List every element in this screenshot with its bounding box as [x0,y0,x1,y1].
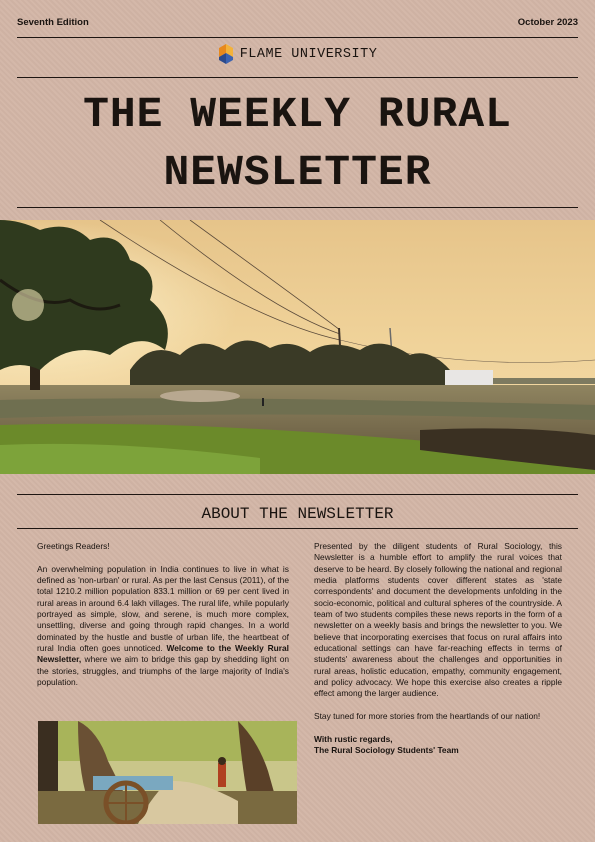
divider [17,77,578,78]
signoff-line-2: The Rural Sociology Students' Team [314,745,459,756]
about-paragraph: Presented by the diligent students of Rural Sociology, this Newsletter is a humble effort to amplify the rural voices that deserve to be heard. By closely following the national and regional media platforms students cover different states as 'state correspondents' and document the developments unfolding in the socio-economic, political and cultural spheres of the countryside. A team of two students compiles these news reports in the form of a newsletter on a weekly basis and brings the newsletter to you. We believe that incorporating exercises that focus on rural affairs into educational settings can have far-reaching effects in terms of students' awareness about the challenges and opportunities in rural areas, holistic education, empathy, community engagement, and policy advocacy. We hope this exercise also creates a ripple effect among the larger audience. [314,541,562,699]
right-column [314,541,562,757]
welcome-bold: Welcome to the Weekly Rural Newsletter, [37,643,289,665]
intro-text: An overwhelming population in India continues to live in what is defined as 'non-urban' or rural. As per the last Census (2011), of the total 1210.2 million population 833.1 million or 69 per cent lived in rural areas in around 6.4 lakh villages. The rural life, while popularly portrayed as simple, slow, and serene, is much more complex, unsettling, diverse and going through rapid changes. In a world dominated by the hustle and bustle of urban life, the heartbeat of rural India often goes unnoticed. [37,563,289,654]
divider [17,207,578,208]
divider [17,528,578,529]
divider [17,494,578,495]
section-title: ABOUT THE NEWSLETTER [201,505,394,523]
cart-illustration [38,721,297,824]
signoff-line-1: With rustic regards, [314,733,393,744]
edition-label: Seventh Edition [17,17,89,28]
left-column [37,541,289,688]
brand-name: FLAME UNIVERSITY [239,46,378,62]
stay-tuned-paragraph: Stay tuned for more stories from the heartlands of our nation! [314,711,541,722]
photo-bullock-cart [38,721,297,824]
hero-photo-rural-field [0,220,595,474]
newsletter-title [0,86,595,202]
brand [0,43,595,67]
divider [17,37,578,38]
title-line-2: NEWSLETTER [163,148,432,197]
intro-end: where we aim to bridge this gap by shedding light on the stories, struggles, and triumphs of the large majority of India's population. [37,654,290,688]
intro-paragraph [37,564,289,689]
greeting: Greetings Readers! [37,541,110,551]
issue-date: October 2023 [517,17,578,28]
landscape-illustration [0,220,595,474]
top-row [17,17,578,31]
flame-university-logo-icon [218,43,234,65]
title-line-1: THE WEEKLY RURAL [83,90,512,139]
